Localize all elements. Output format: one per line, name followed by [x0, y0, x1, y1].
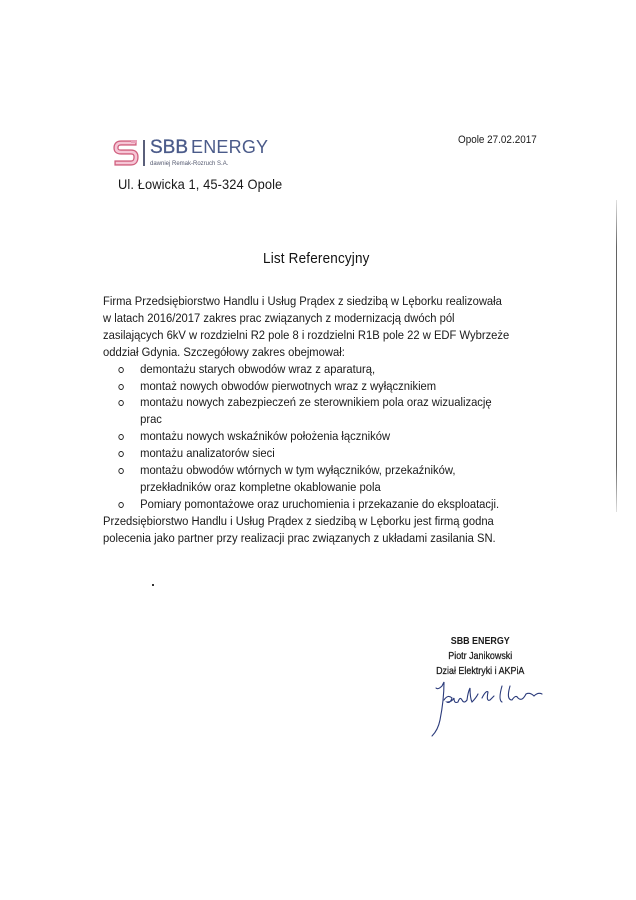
closing-line: polecenia jako partner przy realizacji prac związanych z układami zasilania SN. — [103, 530, 496, 545]
bullet-circle-icon — [118, 367, 123, 373]
scope-item: montażu nowych zabezpieczeń ze sterownikiem pola oraz wizualizację prac — [103, 394, 537, 428]
closing-line: Przedsiębiorstwo Handlu i Usług Prądex z siedzibą w Lęborku jest firmą godna — [103, 513, 494, 528]
bullet-circle-icon — [118, 502, 123, 508]
sbb-s-logo-icon — [113, 139, 139, 167]
letter-body — [103, 293, 537, 547]
scope-list — [103, 361, 537, 513]
logo-brand-energy: ENERGY — [191, 137, 269, 157]
logo-brand-sbb: SBB — [150, 137, 189, 158]
scan-artifact-line — [616, 200, 617, 512]
handwritten-signature-icon — [430, 680, 550, 738]
bullet-circle-icon — [118, 400, 123, 406]
logo-divider — [143, 140, 145, 166]
signature-name: Piotr Janikowski — [448, 650, 513, 662]
scope-item: montażu obwodów wtórnych w tym wyłączników, przekaźników, przekładników oraz kompletne okablowanie pola — [103, 462, 537, 496]
logo-wordmark — [150, 138, 268, 167]
company-logo — [113, 138, 268, 170]
closing-paragraph — [103, 513, 537, 547]
bullet-circle-icon — [118, 468, 123, 474]
intro-line: Firma Przedsiębiorstwo Handlu i Usług Prądex z siedzibą w Lęborku realizowała — [103, 294, 502, 308]
company-address: Ul. Łowicka 1, 45-324 Opole — [118, 176, 283, 192]
logo-subtitle: dawniej Remak-Rozruch S.A. — [150, 161, 229, 167]
intro-paragraph — [103, 293, 537, 361]
signature-department: Dział Elektryki i AKPiA — [436, 665, 525, 677]
scope-item: montaż nowych obwodów pierwotnych wraz z wyłącznikiem — [103, 378, 537, 395]
intro-line: w latach 2016/2017 zakres prac związanych z modernizacją dwóch pól — [103, 310, 455, 325]
scope-item: demontażu starych obwodów wraz z aparaturą, — [103, 361, 537, 378]
document-title: List Referencyjny — [263, 250, 370, 267]
bullet-circle-icon — [118, 384, 123, 390]
letter-date: Opole 27.02.2017 — [458, 134, 537, 146]
scope-item: Pomiary pomontażowe oraz uruchomienia i przekazanie do eksploatacji. — [103, 496, 537, 513]
intro-line: oddział Gdynia. Szczegółowy zakres obejmował: — [103, 344, 345, 359]
signature-company: SBB ENERGY — [450, 635, 510, 647]
bullet-circle-icon — [118, 434, 123, 440]
scan-speck — [152, 584, 154, 586]
bullet-circle-icon — [118, 451, 123, 457]
scope-item: montażu analizatorów sieci — [103, 445, 537, 462]
scope-item: montażu nowych wskaźników położenia łączników — [103, 428, 537, 445]
signature-block — [425, 634, 536, 679]
intro-line: zasilających 6kV w rozdzielni R2 pole 8 i rozdzielni R1B pole 22 w EDF Wybrzeże — [103, 327, 510, 342]
